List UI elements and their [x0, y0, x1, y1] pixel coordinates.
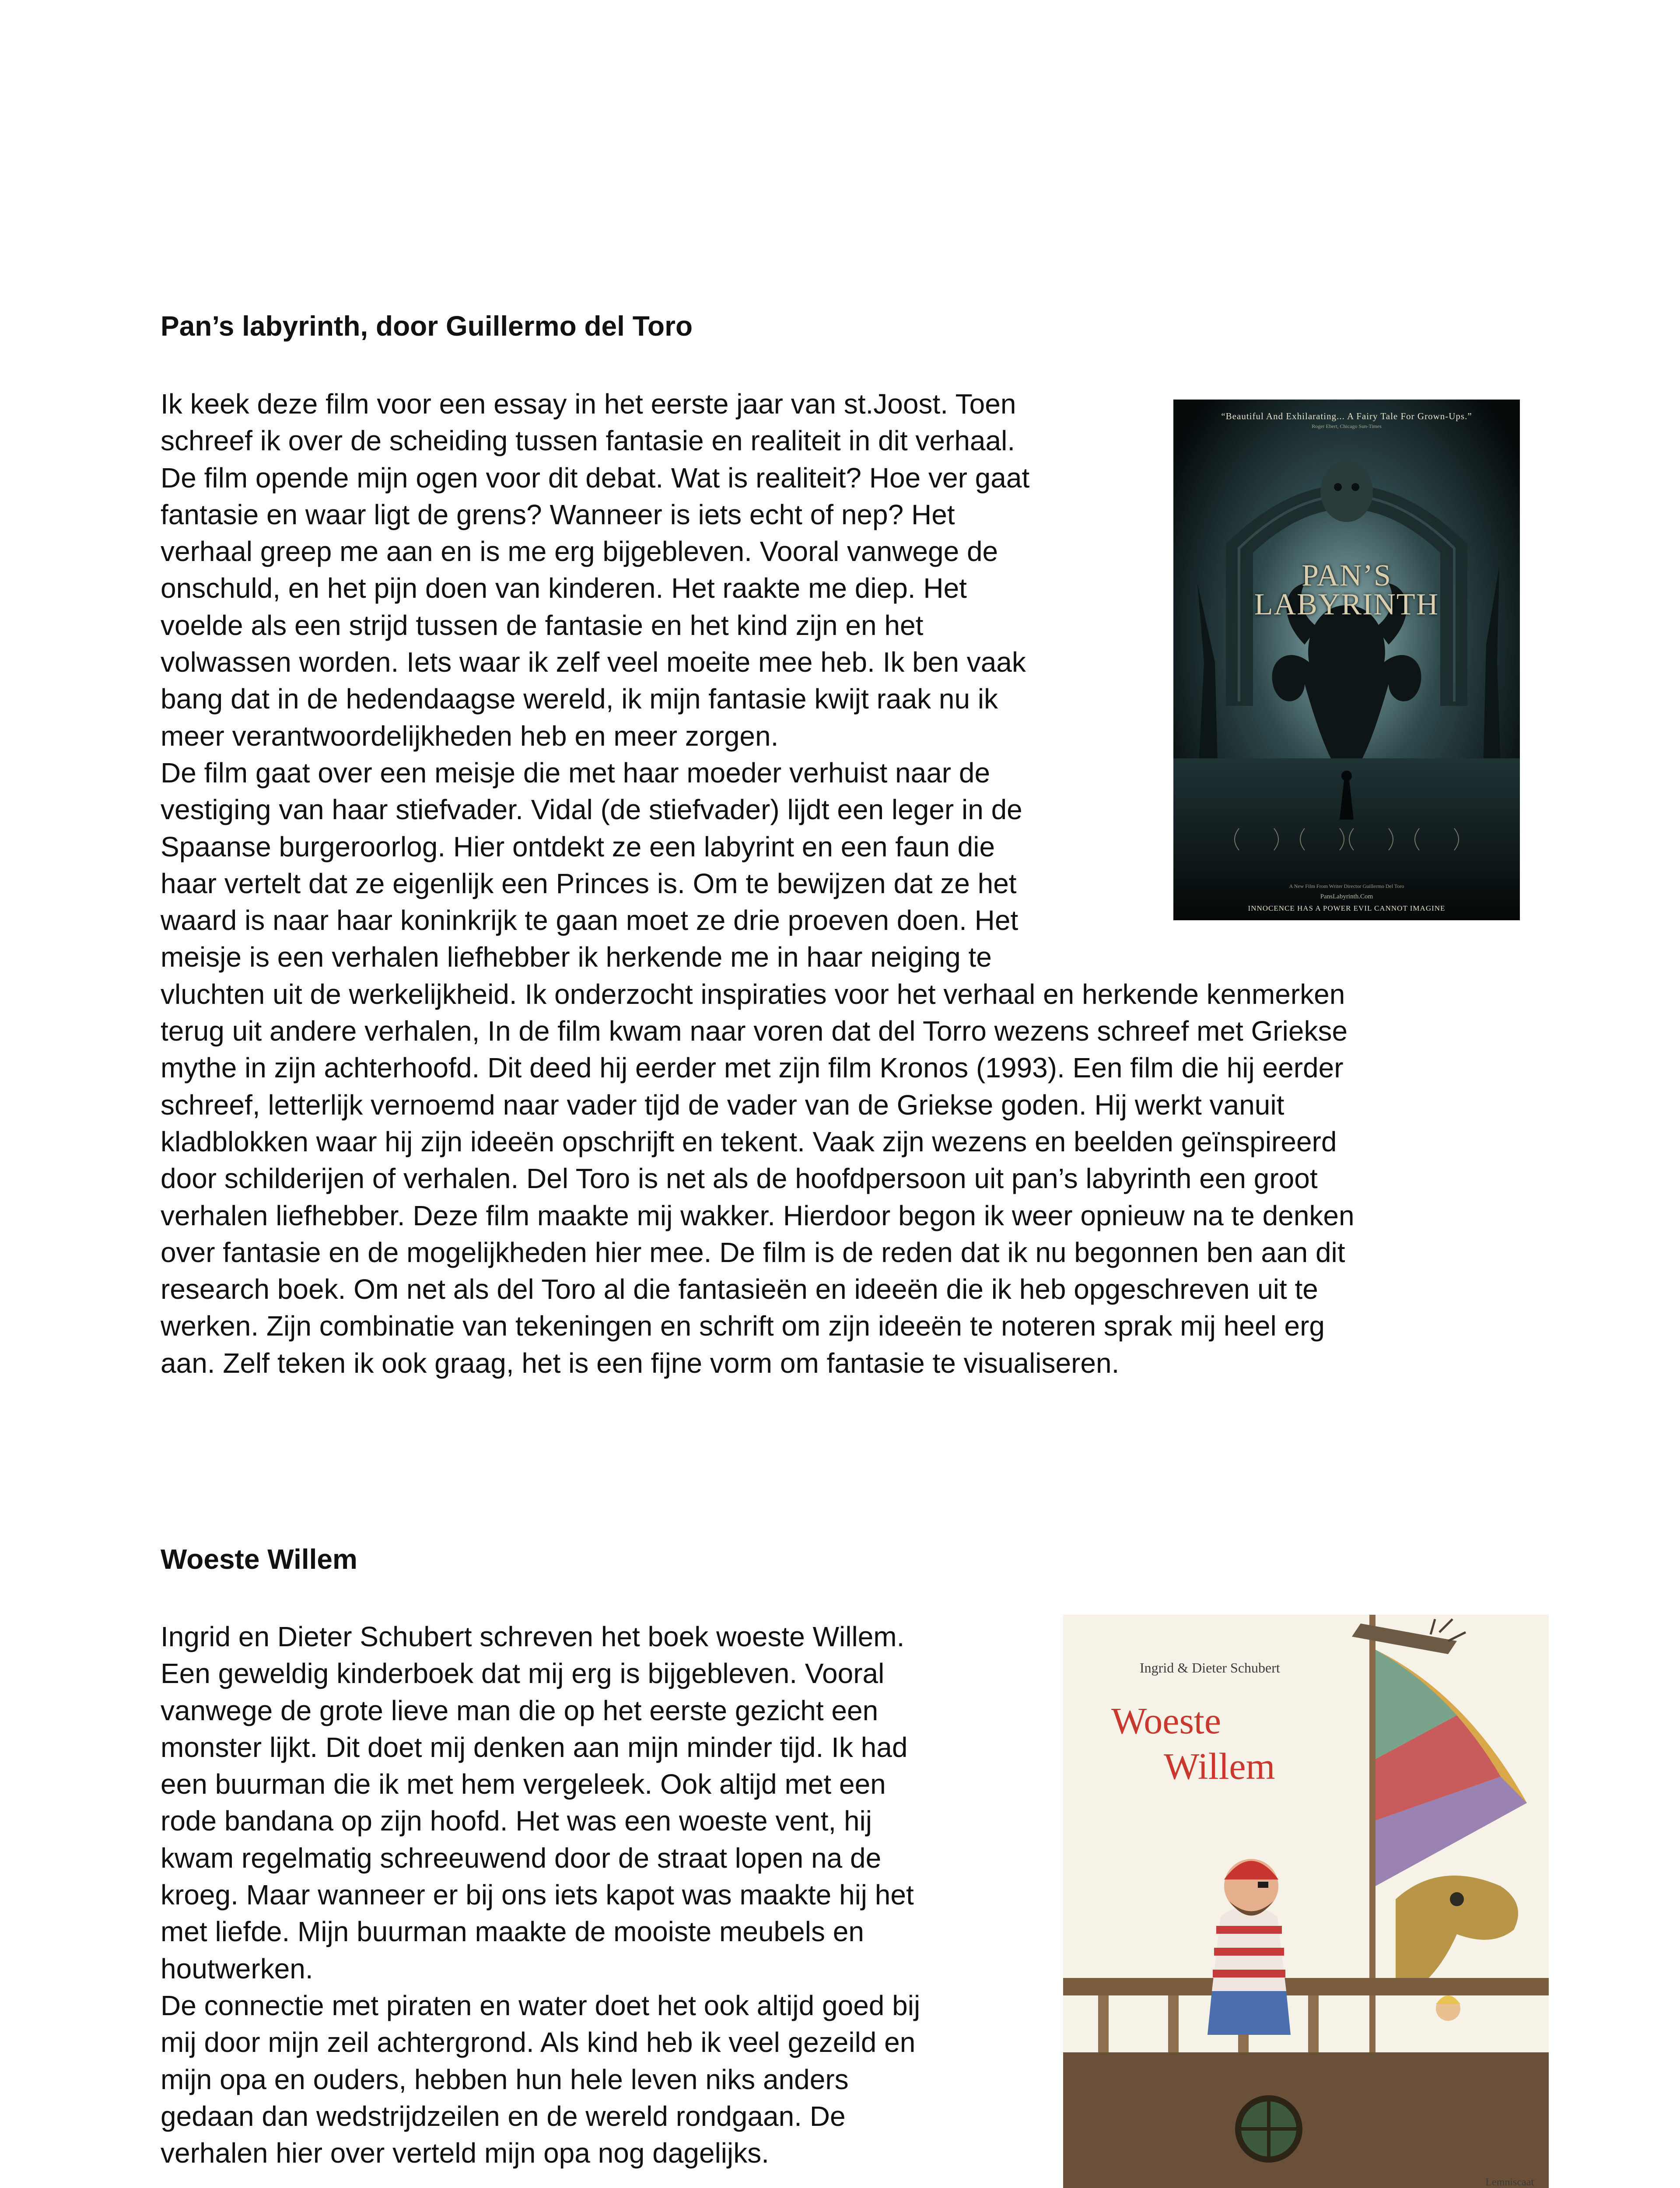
text-line: mij door mijn zeil achtergrond. Als kind heb ik veel gezeild en: [161, 2027, 916, 2058]
text-line: voelde als een strijd tussen de fantasie en het kind zijn en het: [161, 609, 924, 641]
text-line: kwam regelmatig schreeuwend door de straat lopen na de: [161, 1842, 882, 1874]
text-line: houtwerken.: [161, 1953, 313, 1985]
text-line: haar vertelt dat ze eigenlijk een Princes is. Om te bewijzen dat ze het: [161, 867, 1017, 899]
text-line: onschuld, en het pijn doen van kinderen. Het raakte me diep. Het: [161, 572, 967, 604]
text-line: werken. Zijn combinatie van tekeningen en schrift om zijn ideeën te noteren sprak mij heel erg: [161, 1310, 1325, 1342]
cover-title-line1: Woeste: [1111, 1700, 1221, 1742]
text-line: een buurman die ik met hem vergeleek. Ook altijd met een: [161, 1768, 886, 1800]
text-line: fantasie en waar ligt de grens? Wanneer is iets echt of nep? Het: [161, 498, 955, 530]
text-line: mythe in zijn achterhoofd. Dit deed hij eerder met zijn film Kronos (1993). Een film die hij eerder: [161, 1052, 1344, 1084]
poster-quote: “Beautiful And Exhilarating... A Fairy Tale For Grown-Ups.”: [1221, 411, 1472, 421]
cover-title: [1111, 1698, 1275, 1789]
poster-title-line1: PAN’S: [1302, 559, 1392, 593]
poster-url: PansLabyrinth.Com: [1320, 893, 1373, 900]
poster-title: [1173, 561, 1520, 619]
essay-paragraph-woeste-willem: [161, 1618, 920, 2171]
text-line: meer verantwoordelijkheden heb en meer zorgen.: [161, 720, 779, 752]
poster-tagline: INNOCENCE HAS A POWER EVIL CANNOT IMAGINE: [1248, 904, 1446, 912]
text-line: mijn opa en ouders, hebben hun hele leven niks anders: [161, 2063, 849, 2095]
woeste-willem-cover: [1063, 1615, 1549, 2188]
text-line: rode bandana op zijn hoofd. Het was een woeste vent, hij: [161, 1805, 872, 1837]
cover-publisher: Lemniscaat: [1485, 2177, 1534, 2188]
text-line: vanwege de grote lieve man die op het eerste gezicht een: [161, 1694, 878, 1726]
text-line: Spaanse burgeroorlog. Hier ontdekt ze een labyrint en een faun die: [161, 831, 995, 863]
text-line: schreef, letterlijk vernoemd naar vader tijd de vader van de Griekse goden. Hij werkt vanuit: [161, 1089, 1284, 1121]
text-line: aan. Zelf teken ik ook graag, het is een fijne vorm om fantasie te visualiseren.: [161, 1347, 1120, 1379]
text-line: verhalen hier over verteld mijn opa nog dagelijks.: [161, 2137, 769, 2169]
poster-quote-source: Roger Ebert, Chicago Sun-Times: [1312, 423, 1382, 429]
text-line: verhalen liefhebber. Deze film maakte mij wakker. Hierdoor begon ik weer opnieuw na te denken: [161, 1199, 1354, 1231]
cover-title-line2: Willem: [1164, 1745, 1275, 1787]
section-title-woeste-willem: Woeste Willem: [161, 1543, 357, 1575]
text-line: over fantasie en de mogelijkheden hier mee. De film is de reden dat ik nu begonnen ben aan dit: [161, 1236, 1345, 1268]
text-line: Ik keek deze film voor een essay in het eerste jaar van st.Joost. Toen: [161, 388, 1016, 420]
cover-authors: Ingrid & Dieter Schubert: [1140, 1660, 1280, 1676]
text-line: vluchten uit de werkelijkheid. Ik onderzocht inspiraties voor het verhaal en herkende kenmerken: [161, 978, 1345, 1010]
text-line: schreef ik over de scheiding tussen fantasie en realiteit in dit verhaal.: [161, 425, 1015, 457]
text-line: research boek. Om net als del Toro al die fantasieën en ideeën die ik heb opgeschreven uit te: [161, 1273, 1318, 1305]
text-line: kladblokken waar hij zijn ideeën opschrijft en tekent. Vaak zijn wezens en beelden geïnspireerd: [161, 1126, 1337, 1157]
text-line: door schilderijen of verhalen. Del Toro is net als de hoofdpersoon uit pan’s labyrinth een groot: [161, 1163, 1318, 1195]
text-line: meisje is een verhalen liefhebber ik herkende me in haar neiging te: [161, 941, 992, 973]
text-line: volwassen worden. Iets waar ik zelf veel moeite mee heb. Ik ben vaak: [161, 646, 1026, 678]
pans-labyrinth-poster: [1173, 400, 1520, 920]
text-line: bang dat in de hedendaagse wereld, ik mijn fantasie kwijt raak nu ik: [161, 683, 998, 715]
text-line: De connectie met piraten en water doet het ook altijd goed bij: [161, 1989, 920, 2021]
text-line: gedaan dan wedstrijdzeilen en de wereld rondgaan. De: [161, 2100, 846, 2132]
text-line: De film opende mijn ogen voor dit debat. Wat is realiteit? Hoe ver gaat: [161, 462, 1030, 494]
poster-artwork: [1173, 400, 1520, 920]
text-line: kroeg. Maar wanneer er bij ons iets kapot was maakte hij het: [161, 1879, 914, 1911]
text-line: monster lijkt. Dit doet mij denken aan mijn minder tijd. Ik had: [161, 1731, 908, 1763]
text-line: De film gaat over een meisje die met haar moeder verhuist naar de: [161, 757, 990, 789]
poster-credits: A New Film From Writer Director Guillermo Del Toro: [1289, 883, 1404, 889]
text-line: waard is naar haar koninkrijk te gaan moet ze drie proeven doen. Het: [161, 905, 1018, 936]
section-title-pans-labyrinth: Pan’s labyrinth, door Guillermo del Toro: [161, 310, 693, 342]
text-line: vestiging van haar stiefvader. Vidal (de stiefvader) lijdt een leger in de: [161, 794, 1022, 826]
text-line: terug uit andere verhalen, In de film kwam naar voren dat del Torro wezens schreef met Griekse: [161, 1015, 1348, 1047]
text-line: met liefde. Mijn buurman maakte de mooiste meubels en: [161, 1916, 864, 1948]
text-line: Ingrid en Dieter Schubert schreven het boek woeste Willem.: [161, 1621, 905, 1652]
poster-title-line2: LABYRINTH: [1254, 588, 1439, 621]
text-line: verhaal greep me aan en is me erg bijgebleven. Vooral vanwege de: [161, 536, 998, 568]
text-line: Een geweldig kinderboek dat mij erg is bijgebleven. Vooral: [161, 1658, 885, 1690]
